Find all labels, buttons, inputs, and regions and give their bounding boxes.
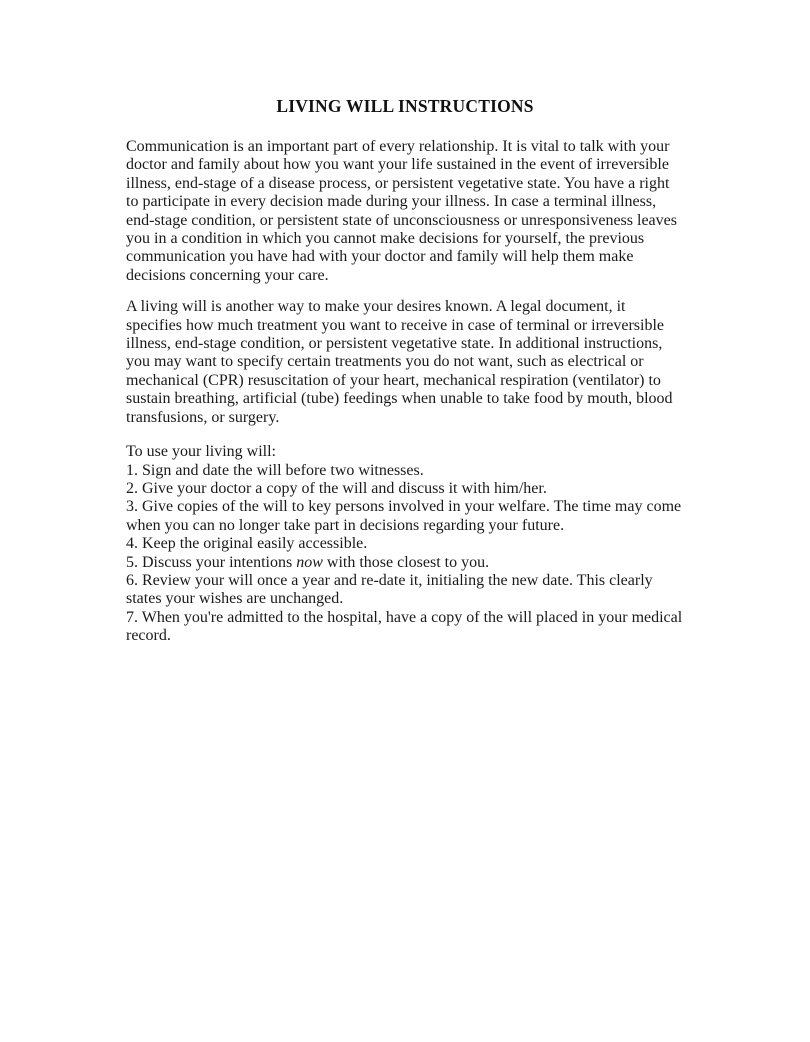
list-item-5: [126, 554, 684, 572]
list-item-2: 2. Give your doctor a copy of the will and discuss it with him/her.: [126, 479, 547, 497]
list-item-5-prefix: 5. Discuss your intentions: [126, 553, 297, 571]
list-item-7: 7. When you're admitted to the hospital, have a copy of the will placed in your medical record.: [126, 608, 683, 645]
list-item-3: 3. Give copies of the will to key persons involved in your welfare. The time may come when you can no longer take part in decisions regarding your future.: [126, 498, 682, 534]
italic-word-now: now: [296, 553, 323, 571]
list-item-4: 4. Keep the original easily accessible.: [126, 535, 368, 553]
paragraph-living-will: A living will is another way to make your desires known. A legal document, it specifies how much treatment you want to receive in case of terminal or irreversible illness, end-stage condition, or persistent vegetative state. In additional instructions, you may want to specify certain treatments you do not want, such as electrical or mechanical (CPR) resuscitation of your heart, mechanical respiration (ventilator) to sustain breathing, artificial (tube) feedings when unable to take food by mouth, blood transfusions, or surgery.: [126, 298, 673, 426]
paragraph-communication: Communication is an important part of every relationship. It is vital to talk with your doctor and family about how you want your life sustained in the event of irreversible illness, end-stage of a disease process, or persistent vegetative state. You have a right to participate in every decision made during your illness. In case a terminal illness, end-stage condition, or persistent state of unconsciousness or unresponsiveness leaves you in a condition in which you cannot make decisions for yourself, the previous communication you have had with your doctor and family will help them make decisions concerning your care.: [126, 138, 677, 284]
list-intro: To use your living will:: [126, 443, 276, 461]
usage-list: [126, 443, 684, 645]
page-title: LIVING WILL INSTRUCTIONS: [276, 96, 534, 116]
list-item-5-suffix: with those closest to you.: [322, 553, 490, 571]
list-item-1: 1. Sign and date the will before two witnesses.: [126, 461, 424, 479]
document-content: [126, 0, 684, 646]
list-item-6: 6. Review your will once a year and re-date it, initialing the new date. This clearly states your wishes are unchanged.: [126, 571, 653, 608]
